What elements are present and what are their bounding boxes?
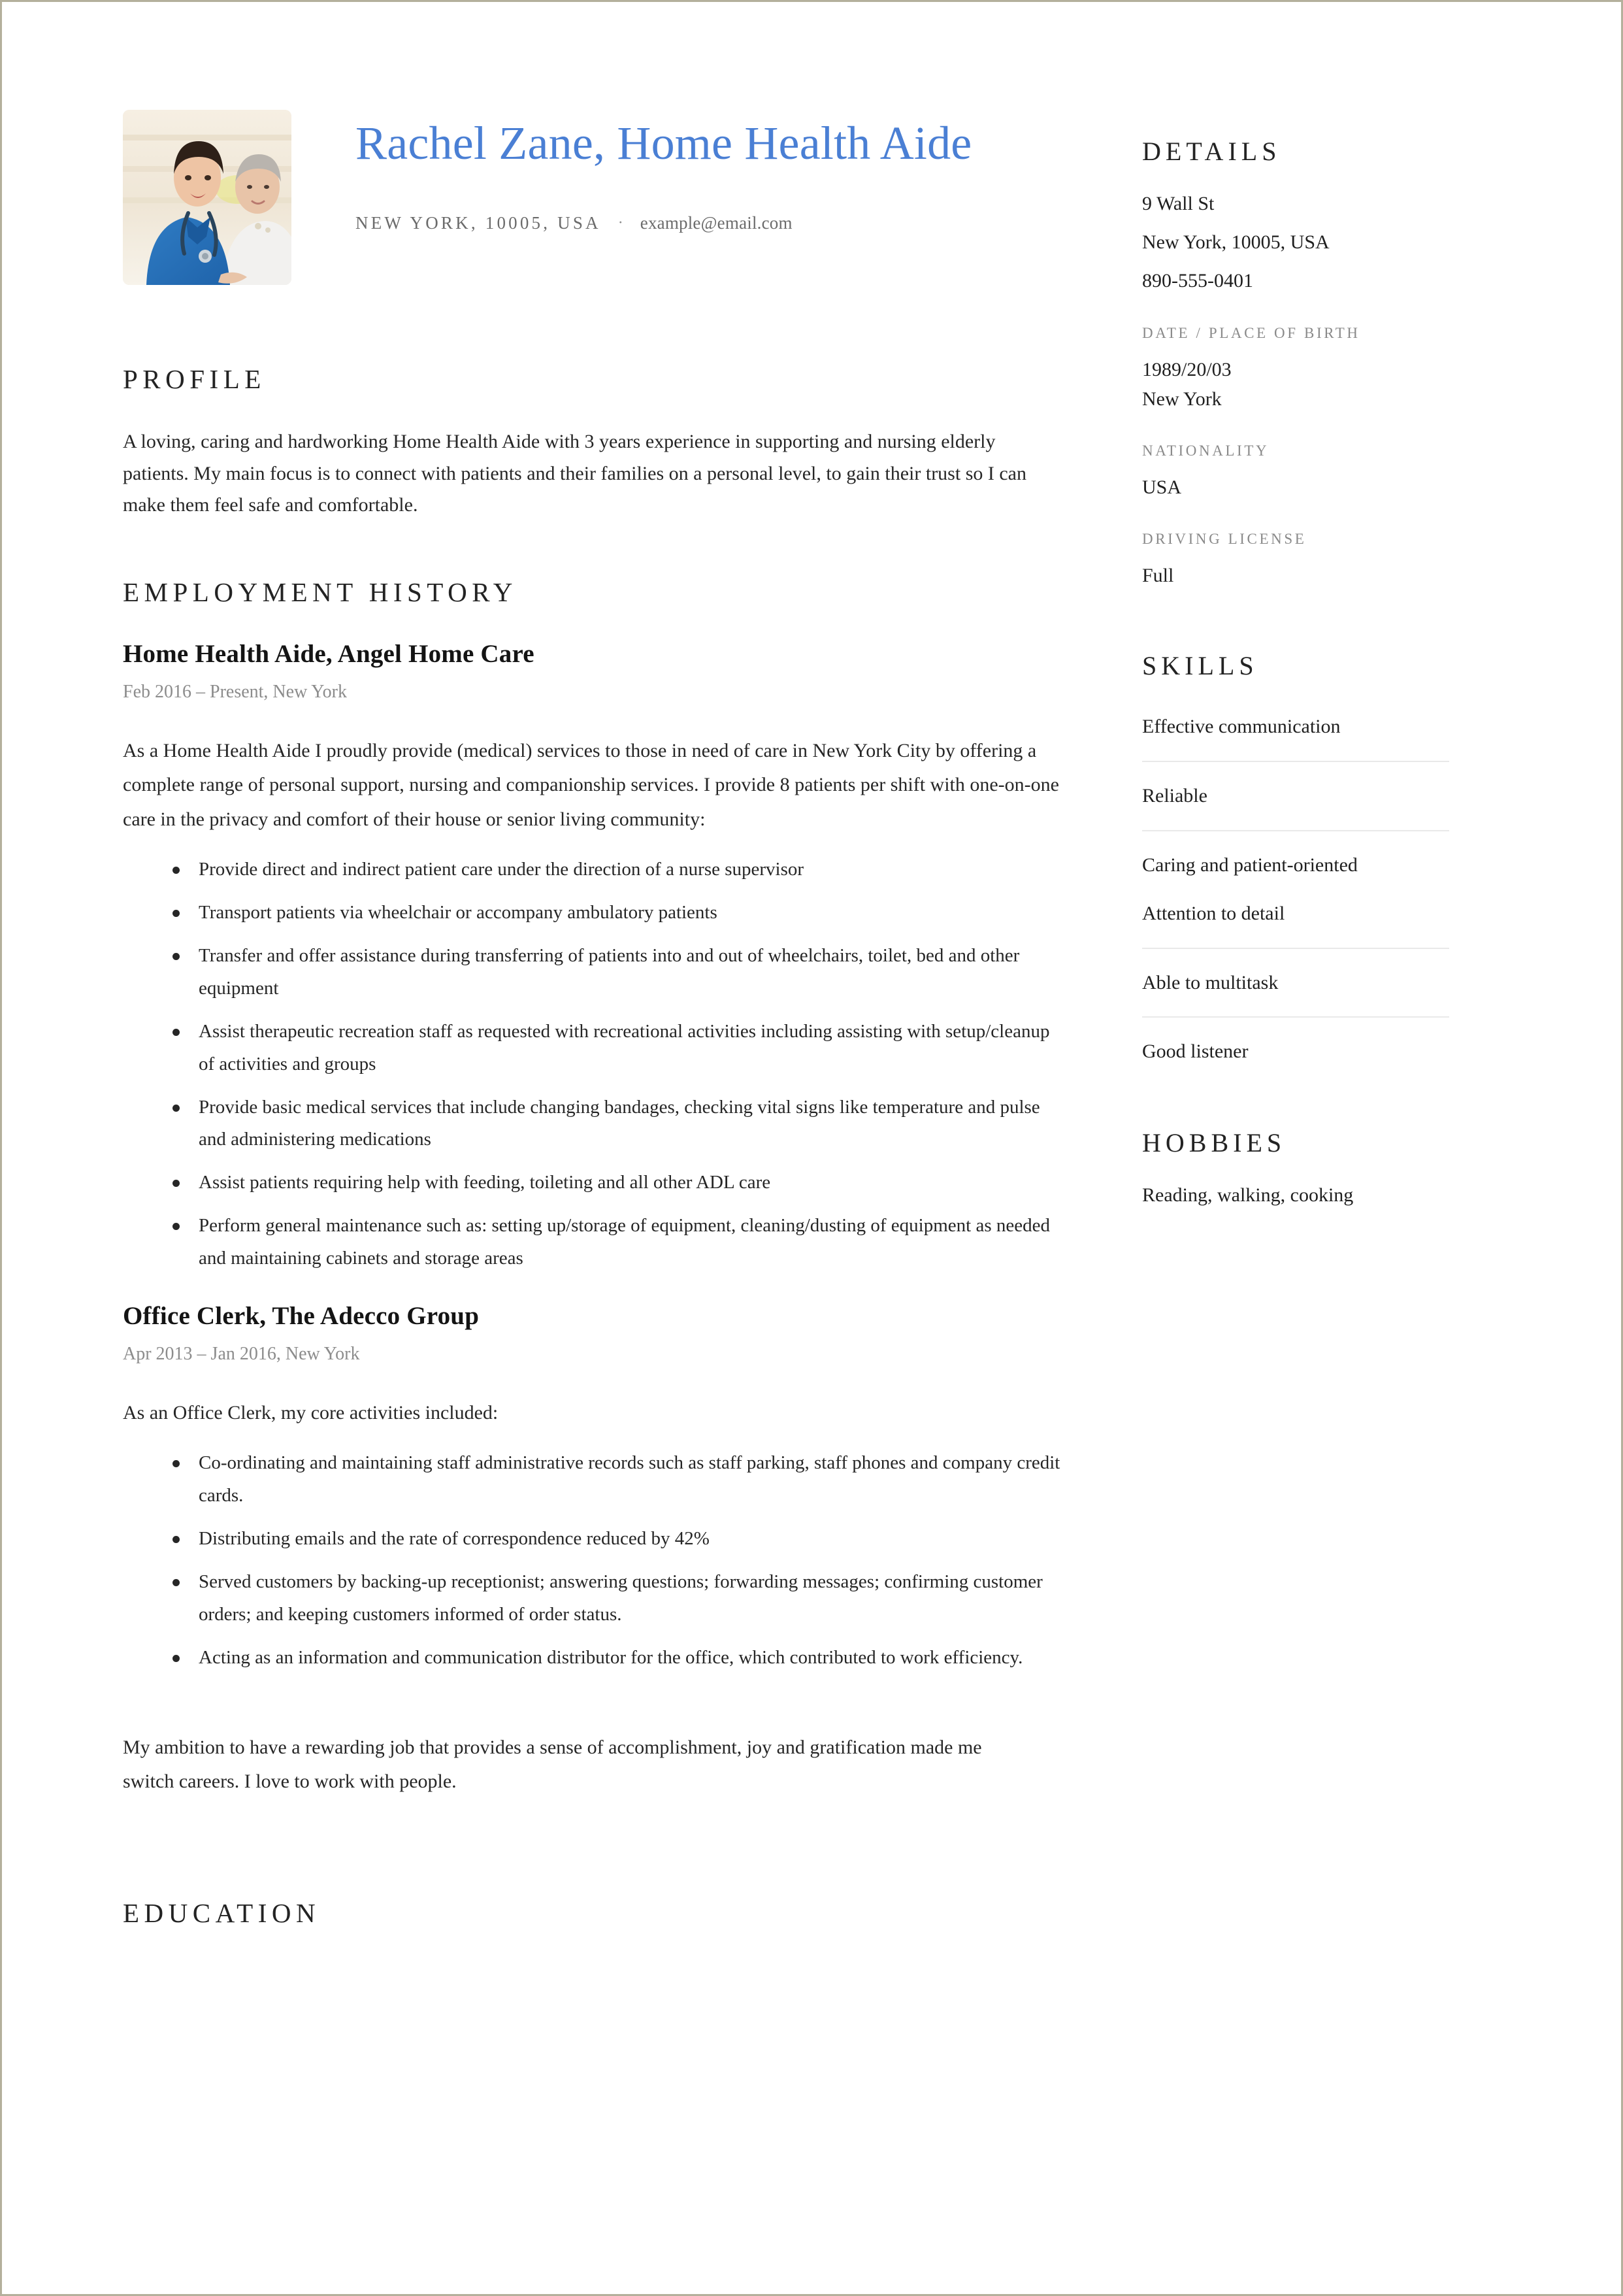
hobbies-heading: HOBBIES	[1142, 1128, 1287, 1158]
hobbies-block	[1142, 1127, 1449, 1211]
list-item: Assist patients requiring help with feeding, toileting and all other ADL care	[172, 1167, 1064, 1199]
skill-item: Able to multitask	[1142, 959, 1449, 1018]
skill-item: Caring and patient-oriented	[1142, 854, 1358, 876]
hobbies-text: Reading, walking, cooking	[1142, 1184, 1354, 1206]
skill-item: Attention to detail	[1142, 890, 1449, 949]
list-item: Transport patients via wheelchair or accompany ambulatory patients	[172, 897, 1064, 929]
contact-line	[355, 213, 1064, 233]
driving-license-value: Full	[1142, 565, 1174, 587]
resume-header	[123, 110, 1064, 285]
contact-separator: ·	[617, 214, 623, 231]
header-text-block	[291, 110, 1064, 233]
nationality-label: NATIONALITY	[1142, 442, 1270, 459]
job-bullets	[123, 1447, 1064, 1674]
main-column	[123, 110, 1142, 1960]
candidate-name: Rachel Zane, Home Health Aide	[355, 117, 972, 169]
job-entry	[123, 639, 1064, 1275]
list-item: Provide direct and indirect patient care under the direction of a nurse supervisor	[172, 854, 1064, 886]
driving-license-label: DRIVING LICENSE	[1142, 531, 1307, 548]
list-item: Distributing emails and the rate of correspondence reduced by 42%	[172, 1523, 1064, 1556]
job-title: Home Health Aide, Angel Home Care	[123, 639, 534, 668]
education-section	[123, 1897, 1064, 1929]
job-meta: Feb 2016 – Present, New York	[123, 681, 347, 702]
list-item: Provide basic medical services that include changing bandages, checking vital signs like temperature and pulse and administering medications	[172, 1091, 1064, 1157]
job-description: As an Office Clerk, my core activities included:	[123, 1401, 499, 1423]
address-city: New York, 10005, USA	[1142, 231, 1330, 253]
contact-email[interactable]: example@email.com	[640, 212, 793, 233]
skill-item: Good listener	[1142, 1040, 1249, 1063]
list-item: Assist therapeutic recreation staff as requested with recreational activities including assisting with setup/cleanup of activities and groups	[172, 1016, 1064, 1081]
job-description: As a Home Health Aide I proudly provide (medical) services to those in need of care in New York City by offering a complete range of personal support, nursing and companionship services. I provide 8 patients per shift with one-on-one care in the privacy and comfort of their house or senior living community:	[123, 739, 1059, 830]
skills-block	[1142, 650, 1449, 1076]
profile-heading: PROFILE	[123, 364, 266, 394]
skill-item: Reliable	[1142, 773, 1449, 831]
skill-item: Effective communication	[1142, 703, 1449, 762]
phone-number[interactable]: 890-555-0401	[1142, 269, 1253, 291]
job-meta: Apr 2013 – Jan 2016, New York	[123, 1343, 360, 1364]
education-heading: EDUCATION	[123, 1897, 321, 1928]
skills-heading: SKILLS	[1142, 651, 1258, 681]
profile-photo	[123, 110, 291, 285]
details-heading: DETAILS	[1142, 137, 1281, 166]
job-entry	[123, 1301, 1064, 1674]
list-item: Perform general maintenance such as: setting up/storage of equipment, cleaning/dusting of equipment as needed and maintaining cabinets and storage areas	[172, 1210, 1064, 1275]
job-bullets	[123, 854, 1064, 1275]
list-item: Transfer and offer assistance during transferring of patients into and out of wheelchairs, toilet, bed and other equipment	[172, 940, 1064, 1005]
nationality-value: USA	[1142, 476, 1182, 499]
dob-date: 1989/20/03	[1142, 359, 1232, 381]
employment-heading: EMPLOYMENT HISTORY	[123, 576, 517, 607]
sidebar-column	[1142, 110, 1449, 1211]
list-item: Co-ordinating and maintaining staff administrative records such as staff parking, staff phones and company credit cards.	[172, 1447, 1064, 1512]
address-street: 9 Wall St	[1142, 193, 1215, 214]
employment-section	[123, 576, 1064, 1799]
job-title: Office Clerk, The Adecco Group	[123, 1301, 480, 1330]
profile-text: A loving, caring and hardworking Home Health Aide with 3 years experience in supporting and nursing elderly patients. My main focus is to connect with patients and their families on a personal level, to gain their trust so I can make them feel safe and comfortable.	[123, 431, 1026, 516]
closing-statement: My ambition to have a rewarding job that provides a sense of accomplishment, joy and gratification made me switch careers. I love to work with people.	[123, 1736, 982, 1793]
profile-section	[123, 363, 1064, 522]
dob-place: New York	[1142, 388, 1222, 410]
details-block	[1142, 136, 1449, 590]
list-item: Acting as an information and communication distributor for the office, which contributed to work efficiency.	[172, 1642, 1064, 1674]
dob-label: DATE / PLACE OF BIRTH	[1142, 325, 1360, 342]
contact-location: NEW YORK, 10005, USA	[355, 212, 601, 233]
list-item: Served customers by backing-up receptionist; answering questions; forwarding messages; confirming customer orders; and keeping customers informed of order status.	[172, 1566, 1064, 1631]
